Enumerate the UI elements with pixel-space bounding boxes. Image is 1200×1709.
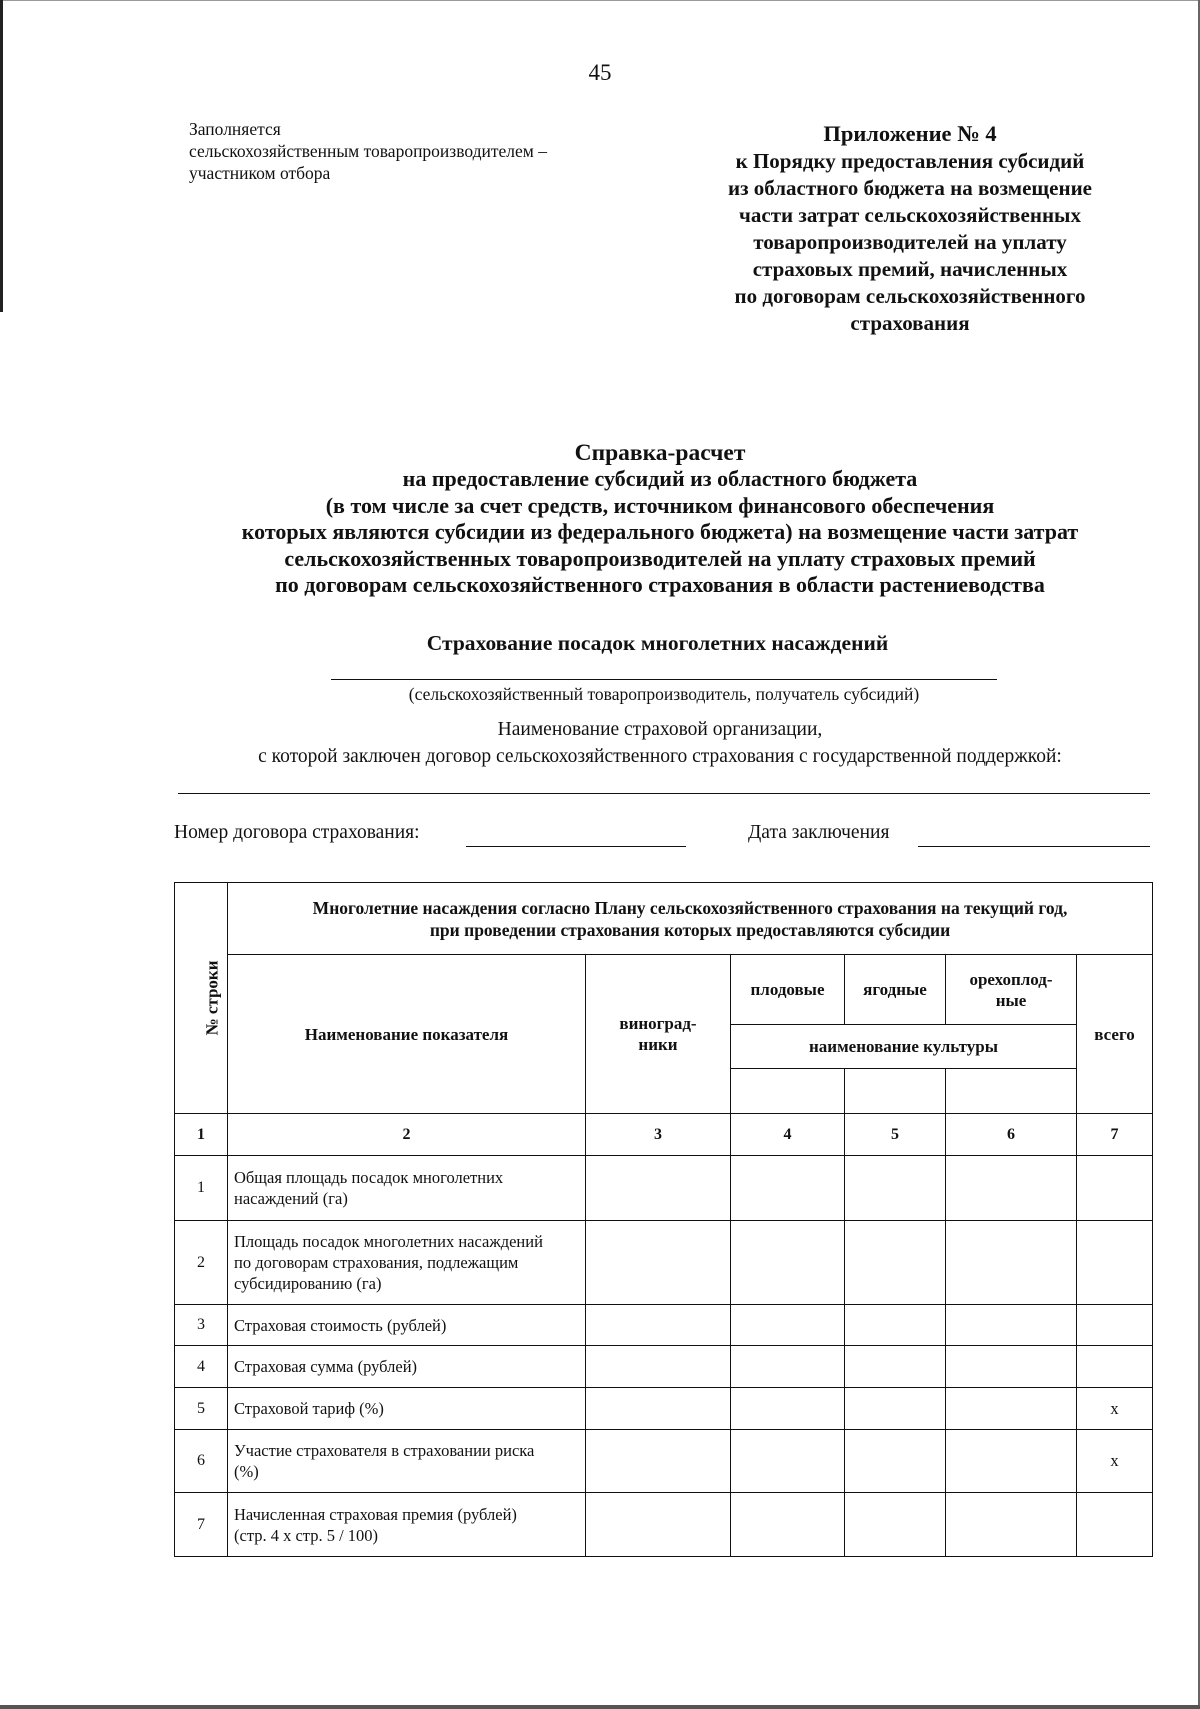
appendix-line: к Порядку предоставления субсидий [735,149,1085,173]
indicator-name [228,1305,586,1346]
document-title-line: по договорам сельскохозяйственного страхования в области растениеводства [275,572,1045,598]
contract-number-field[interactable] [466,846,686,847]
plantings-header-line: Многолетние насаждения согласно Плану сельскохозяйственного страхования на текущий год, [312,897,1068,918]
page-number: 45 [588,60,612,85]
value-cell[interactable] [845,1156,946,1221]
total-cell[interactable] [1077,1156,1153,1221]
column-number: 1 [175,1114,228,1156]
plantings-header [228,883,1153,955]
indicator-line: по договорам страхования, подлежащим [234,1253,519,1272]
indicator-line: Страховая сумма (рублей) [234,1357,418,1376]
fill-note-line: сельскохозяйственным товаропроизводителем – [189,141,547,161]
column-number: 7 [1077,1114,1153,1156]
total-cell-disabled: x [1077,1388,1153,1430]
fill-note-line: Заполняется [189,119,281,139]
vineyards-header-line: ники [638,1035,678,1054]
crop-name-cell[interactable] [845,1069,946,1114]
scan-edge-top [0,0,1200,1]
indicator-name [228,1346,586,1388]
indicator-line: Общая площадь посадок многолетних [234,1168,504,1187]
value-cell[interactable] [586,1430,731,1493]
table-row [175,1430,1153,1493]
insurer-label-line: Наименование страховой организации, [497,719,823,740]
indicator-name [228,1221,586,1305]
value-cell[interactable] [586,1156,731,1221]
rownum-header [175,883,228,1114]
value-cell[interactable] [845,1221,946,1305]
indicator-name [228,1156,586,1221]
crop-name-cell[interactable] [731,1069,845,1114]
value-cell[interactable] [946,1156,1077,1221]
value-cell[interactable] [845,1305,946,1346]
value-cell[interactable] [845,1493,946,1557]
total-cell[interactable] [1077,1305,1153,1346]
producer-name-field[interactable] [331,679,997,680]
value-cell[interactable] [731,1305,845,1346]
document-title-line: (в том числе за счет средств, источником финансового обеспечения [325,492,995,518]
value-cell[interactable] [845,1346,946,1388]
fill-note-line: участником отбора [189,163,331,183]
value-cell[interactable] [946,1346,1077,1388]
document-title-line: на предоставление субсидий из областного бюджета [402,466,918,492]
total-cell-disabled: x [1077,1430,1153,1493]
row-number: 3 [175,1305,228,1346]
value-cell[interactable] [731,1221,845,1305]
appendix-line: страховых премий, начисленных [752,257,1068,281]
indicator-name [228,1388,586,1430]
crop-name-cell[interactable] [946,1069,1077,1114]
appendix-line: по договорам сельскохозяйственного [734,284,1086,308]
indicator-line: субсидированию (га) [234,1274,382,1293]
column-number: 3 [586,1114,731,1156]
insurer-label-line: с которой заключен договор сельскохозяйственного страхования с государственной поддержкой: [258,746,1062,767]
value-cell[interactable] [731,1493,845,1557]
value-cell[interactable] [731,1346,845,1388]
indicator-line: Страховой тариф (%) [234,1399,384,1418]
table-row [175,1305,1153,1346]
value-cell[interactable] [946,1221,1077,1305]
row-number: 1 [175,1156,228,1221]
plantings-header-line: при проведении страхования которых предоставляются субсидии [429,919,951,940]
value-cell[interactable] [586,1346,731,1388]
nut-header-line: ные [995,990,1027,1010]
value-cell[interactable] [731,1430,845,1493]
scan-edge-bottom [0,1705,1200,1709]
total-cell[interactable] [1077,1346,1153,1388]
table-row [175,1388,1153,1430]
insurer-name-field[interactable] [178,793,1150,794]
column-number: 4 [731,1114,845,1156]
column-number: 5 [845,1114,946,1156]
fruit-header: плодовые [731,955,845,1025]
contract-number-label: Номер договора страхования: [174,822,420,843]
total-cell[interactable] [1077,1221,1153,1305]
row-number: 4 [175,1346,228,1388]
value-cell[interactable] [946,1493,1077,1557]
row-number: 5 [175,1388,228,1430]
contract-date-label: Дата заключения [748,822,890,843]
vineyards-header [586,955,731,1114]
value-cell[interactable] [586,1388,731,1430]
indicator-line: Страховая стоимость (рублей) [234,1315,447,1335]
scan-edge-left [0,0,3,312]
insurer-label [130,716,1190,770]
nut-header [946,955,1077,1025]
indicator-line: Начисленная страховая премия (рублей) [234,1504,517,1524]
table-row [175,1221,1153,1305]
fill-note [189,118,619,184]
rownum-header-text: № строки [202,960,222,1036]
total-header: всего [1077,955,1153,1114]
calculation-table [174,882,1153,1557]
value-cell[interactable] [946,1305,1077,1346]
appendix-line: страхования [850,311,970,335]
value-cell[interactable] [586,1305,731,1346]
indicator-name [228,1493,586,1557]
row-number: 6 [175,1430,228,1493]
value-cell[interactable] [946,1388,1077,1430]
appendix-line: товаропроизводителей на уплату [753,230,1067,254]
table-row [175,1346,1153,1388]
document-title-line: Справка-расчет [574,440,746,466]
appendix-line: из областного бюджета на возмещение [728,176,1092,200]
indicator-line: (стр. 4 x стр. 5 / 100) [234,1525,379,1545]
appendix-line: части затрат сельскохозяйственных [739,203,1081,227]
column-number: 2 [228,1114,586,1156]
document-title [130,440,1190,598]
row-number: 2 [175,1221,228,1305]
indicator-line: Участие страхователя в страховании риска [234,1441,535,1460]
value-cell[interactable] [586,1221,731,1305]
indicator-header: Наименование показателя [228,955,586,1114]
appendix-heading [680,120,1140,337]
crop-name-header: наименование культуры [731,1025,1077,1069]
table-row [175,1493,1153,1557]
value-cell[interactable] [731,1388,845,1430]
document-title-line: сельскохозяйственных товаропроизводителей на уплату страховых премий [284,545,1036,571]
berry-header: ягодные [845,955,946,1025]
indicator-line: Площадь посадок многолетних насаждений [234,1232,543,1251]
table-row [175,1156,1153,1221]
nut-header-line: орехоплод- [969,969,1053,989]
vineyards-header-line: виноград- [619,1014,697,1033]
value-cell[interactable] [845,1388,946,1430]
document-title-line: которых являются субсидии из федерального бюджета) на возмещение части затрат [241,519,1079,545]
document-subtitle: Страхование посадок многолетних насаждений [426,631,889,655]
total-cell[interactable] [1077,1493,1153,1557]
value-cell[interactable] [946,1430,1077,1493]
value-cell[interactable] [586,1493,731,1557]
indicator-line: (%) [234,1462,259,1481]
row-number: 7 [175,1493,228,1557]
indicator-name [228,1430,586,1493]
indicator-line: насаждений (га) [234,1189,348,1208]
appendix-title: Приложение № 4 [823,121,997,146]
value-cell[interactable] [731,1156,845,1221]
column-number: 6 [946,1114,1077,1156]
contract-date-field[interactable] [918,846,1150,847]
value-cell[interactable] [845,1430,946,1493]
producer-caption: (сельскохозяйственный товаропроизводитель, получатель субсидий) [408,684,920,704]
